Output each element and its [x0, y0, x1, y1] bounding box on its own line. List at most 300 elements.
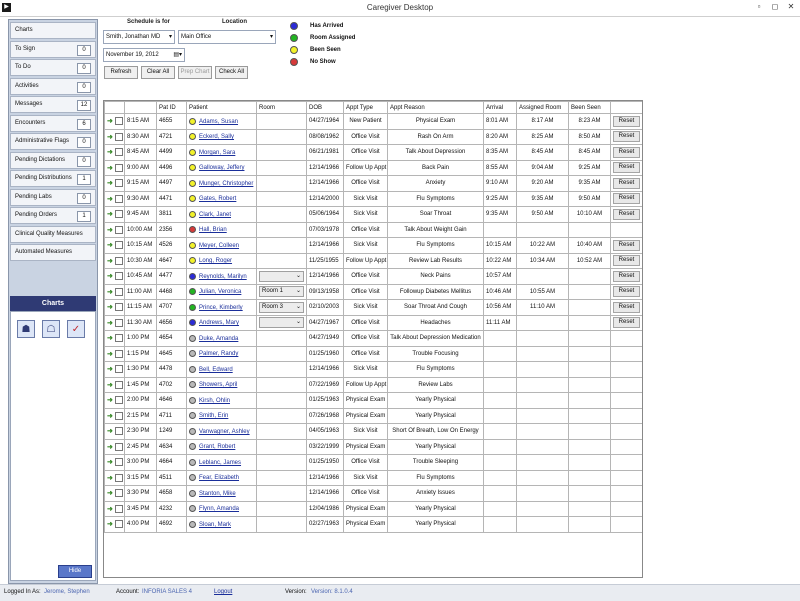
open-patient-arrow-icon[interactable]: ➜ — [107, 397, 113, 405]
patient-cell[interactable] — [187, 114, 257, 130]
open-patient-arrow-icon[interactable]: ➜ — [107, 288, 113, 296]
dob-cell: 12/14/1966 — [307, 176, 344, 192]
sidebar-item-label: Pending Distributions — [15, 175, 72, 181]
row-checkbox[interactable] — [115, 350, 123, 358]
table-row[interactable] — [105, 439, 643, 455]
table-row[interactable] — [105, 145, 643, 161]
open-patient-arrow-icon[interactable]: ➜ — [107, 381, 113, 389]
patient-name-link[interactable]: Julian, Veronica — [199, 289, 242, 296]
row-checkbox[interactable] — [115, 396, 123, 404]
open-patient-arrow-icon[interactable]: ➜ — [107, 211, 113, 219]
prep-chart-button[interactable]: Prep Chart — [178, 66, 212, 79]
been-seen-cell: 9:35 AM — [569, 176, 611, 192]
row-checkbox[interactable] — [115, 179, 123, 187]
been-seen-cell — [569, 470, 611, 486]
patient-cell[interactable] — [187, 424, 257, 440]
table-row[interactable] — [105, 284, 643, 300]
room-cell — [257, 362, 307, 378]
reset-button[interactable]: Reset — [613, 240, 640, 251]
dob-cell: 01/25/1960 — [307, 346, 344, 362]
sidebar-item-pending-distributions[interactable] — [10, 170, 96, 187]
patient-name-link[interactable]: Palmer, Randy — [199, 351, 239, 358]
patient-name-link[interactable]: Long, Roger — [199, 258, 233, 265]
patient-name-link[interactable]: Stanton, Mike — [199, 490, 236, 497]
assigned-room-time-cell — [517, 393, 569, 409]
room-cell — [257, 160, 307, 176]
patient-name-link[interactable]: Prince, Kimberly — [199, 304, 243, 311]
patient-name-link[interactable]: Kirsh, Ohlin — [199, 397, 231, 404]
reset-button[interactable]: Reset — [613, 302, 640, 313]
table-row[interactable] — [105, 129, 643, 145]
arrival-cell: 11:11 AM — [484, 315, 517, 331]
reset-cell — [611, 455, 643, 471]
table-row[interactable] — [105, 362, 643, 378]
patient-id: 4645 — [157, 346, 187, 362]
reset-cell — [611, 346, 643, 362]
reset-button[interactable]: Reset — [613, 162, 640, 173]
location-select[interactable] — [178, 30, 276, 44]
been-seen-cell — [569, 331, 611, 347]
patient-cell[interactable] — [187, 284, 257, 300]
room-cell — [257, 393, 307, 409]
open-patient-arrow-icon[interactable]: ➜ — [107, 319, 113, 327]
open-patient-arrow-icon[interactable]: ➜ — [107, 242, 113, 250]
reset-cell — [611, 238, 643, 254]
room-cell[interactable] — [257, 269, 307, 285]
dob-cell: 02/10/2003 — [307, 300, 344, 316]
column-header[interactable] — [105, 102, 125, 114]
reset-cell — [611, 470, 643, 486]
appointment-time: 10:15 AM — [125, 238, 157, 254]
room-select[interactable] — [259, 286, 304, 297]
table-row[interactable] — [105, 114, 643, 130]
table-row[interactable] — [105, 424, 643, 440]
table-row[interactable] — [105, 176, 643, 192]
open-patient-arrow-icon[interactable]: ➜ — [107, 304, 113, 312]
appt-type-cell: Sick Visit — [344, 191, 388, 207]
appointment-time: 10:30 AM — [125, 253, 157, 269]
calendar-icon[interactable]: ▤▾ — [173, 52, 182, 58]
minimize-icon[interactable]: ▫ — [757, 2, 761, 11]
table-row[interactable] — [105, 486, 643, 502]
caregiver-app-icon[interactable]: ▶ — [2, 3, 11, 12]
open-patient-arrow-icon[interactable]: ➜ — [107, 459, 113, 467]
appt-type-cell: Physical Exam — [344, 501, 388, 517]
column-header[interactable]: Assigned Room — [517, 102, 569, 114]
row-checkbox[interactable] — [115, 334, 123, 342]
open-patient-arrow-icon[interactable]: ➜ — [107, 412, 113, 420]
patient-name-link[interactable]: Flynn, Amanda — [199, 506, 240, 513]
column-header[interactable]: Appt Type — [344, 102, 388, 114]
table-row[interactable] — [105, 408, 643, 424]
table-row[interactable] — [105, 238, 643, 254]
patient-name-link[interactable]: Fear, Elizabeth — [199, 475, 240, 482]
patient-cell[interactable] — [187, 253, 257, 269]
reset-button[interactable]: Reset — [613, 317, 640, 328]
reset-cell — [611, 160, 643, 176]
table-row[interactable] — [105, 207, 643, 223]
patient-name-link[interactable]: Leblanc, James — [199, 459, 242, 466]
arrival-cell: 10:46 AM — [484, 284, 517, 300]
appt-type-cell: Office Visit — [344, 222, 388, 238]
column-header[interactable] — [125, 102, 157, 114]
date-value: November 19, 2012 — [106, 52, 159, 58]
row-checkbox[interactable] — [115, 489, 123, 497]
patient-name-link[interactable]: Meyer, Colleen — [199, 242, 240, 249]
patient-name-link[interactable]: Gates, Robert — [199, 196, 237, 203]
row-checkbox[interactable] — [115, 427, 123, 435]
table-row[interactable] — [105, 455, 643, 471]
patient-name-link[interactable]: Andrews, Mary — [199, 320, 240, 327]
row-checkbox[interactable] — [115, 381, 123, 389]
dob-cell: 04/27/1967 — [307, 315, 344, 331]
table-row[interactable] — [105, 222, 643, 238]
open-patient-arrow-icon[interactable]: ➜ — [107, 273, 113, 281]
table-row[interactable] — [105, 470, 643, 486]
patient-cell[interactable] — [187, 315, 257, 331]
reset-cell — [611, 486, 643, 502]
reset-button[interactable]: Reset — [613, 131, 640, 142]
table-row[interactable] — [105, 300, 643, 316]
patient-cell[interactable] — [187, 269, 257, 285]
patient-id: 4646 — [157, 393, 187, 409]
table-row[interactable] — [105, 160, 643, 176]
gray-status-icon — [189, 381, 196, 388]
patient-id: 4647 — [157, 253, 187, 269]
table-row[interactable] — [105, 191, 643, 207]
column-header[interactable] — [611, 102, 643, 114]
room-select[interactable] — [259, 317, 304, 328]
appt-reason-cell: Yearly Physical — [388, 439, 484, 455]
dob-cell: 12/14/1966 — [307, 269, 344, 285]
patient-cell[interactable] — [187, 362, 257, 378]
gray-status-icon — [189, 397, 196, 404]
reset-cell — [611, 129, 643, 145]
logout-link[interactable]: Logout — [214, 589, 233, 595]
sidebar-item-automated-measures[interactable] — [10, 244, 96, 261]
hide-sidebar-button[interactable]: Hide — [58, 565, 92, 578]
patient-name-link[interactable]: Showers, April — [199, 382, 238, 389]
sidebar-item-charts[interactable] — [10, 22, 96, 39]
table-row[interactable] — [105, 253, 643, 269]
column-header[interactable]: DOB — [307, 102, 344, 114]
schedule-select[interactable] — [103, 30, 175, 44]
patient-name-link[interactable]: Clark, Janet — [199, 211, 232, 218]
been-seen-cell: 10:10 AM — [569, 207, 611, 223]
patient-chart-icon[interactable]: ☗ — [17, 320, 35, 338]
open-patient-arrow-icon[interactable]: ➜ — [107, 257, 113, 265]
patient-cell[interactable] — [187, 393, 257, 409]
open-patient-arrow-icon[interactable]: ➜ — [107, 226, 113, 234]
room-cell[interactable] — [257, 300, 307, 316]
patient-name-link[interactable]: Hall, Brian — [199, 227, 227, 234]
patient-cell[interactable] — [187, 408, 257, 424]
row-checkbox[interactable] — [115, 133, 123, 141]
row-checkbox[interactable] — [115, 148, 123, 156]
appointment-time: 8:30 AM — [125, 129, 157, 145]
clear-all-button[interactable]: Clear All — [141, 66, 175, 79]
room-cell — [257, 424, 307, 440]
been-seen-cell: 8:50 AM — [569, 129, 611, 145]
row-checkbox[interactable] — [115, 319, 123, 327]
chevron-down-icon: ▾ — [269, 34, 273, 40]
appt-type-cell: Office Visit — [344, 269, 388, 285]
row-checkbox[interactable] — [115, 303, 123, 311]
patient-cell[interactable] — [187, 176, 257, 192]
sidebar-item-count: 1 — [77, 174, 91, 185]
yellow-status-icon — [189, 257, 196, 264]
open-patient-arrow-icon[interactable]: ➜ — [107, 428, 113, 436]
appointment-time: 11:00 AM — [125, 284, 157, 300]
location-value: Main Office — [181, 34, 212, 40]
column-header[interactable]: Pat ID — [157, 102, 187, 114]
open-patient-arrow-icon[interactable]: ➜ — [107, 366, 113, 374]
room-select[interactable] — [259, 271, 304, 282]
patient-cell[interactable] — [187, 455, 257, 471]
patient-name-link[interactable]: Reynolds, Marilyn — [199, 273, 247, 280]
patient-cell[interactable] — [187, 222, 257, 238]
patient-name-link[interactable]: Sloan, Mark — [199, 521, 232, 528]
gray-status-icon — [189, 505, 196, 512]
room-value: Room 1 — [262, 288, 284, 295]
patient-cell[interactable] — [187, 145, 257, 161]
open-patient-arrow-icon[interactable]: ➜ — [107, 521, 113, 529]
row-checkbox[interactable] — [115, 365, 123, 373]
column-header[interactable]: Appt Reason — [388, 102, 484, 114]
patient-name-link[interactable]: Vanwagner, Ashley — [199, 428, 250, 435]
reset-button[interactable]: Reset — [613, 193, 640, 204]
row-checkbox[interactable] — [115, 412, 123, 420]
patient-cell[interactable] — [187, 377, 257, 393]
patient-cell[interactable] — [187, 486, 257, 502]
close-icon[interactable]: ✕ — [787, 2, 795, 11]
patient-cell[interactable] — [187, 238, 257, 254]
sidebar-item-label: Activities — [15, 82, 39, 89]
open-patient-arrow-icon[interactable]: ➜ — [107, 350, 113, 358]
patient-cell[interactable] — [187, 346, 257, 362]
open-patient-arrow-icon[interactable]: ➜ — [107, 133, 113, 141]
appt-reason-cell: Soar Throat — [388, 207, 484, 223]
row-actions-cell — [105, 424, 125, 440]
open-patient-arrow-icon[interactable]: ➜ — [107, 180, 113, 188]
arrival-cell — [484, 486, 517, 502]
column-header[interactable]: Been Seen — [569, 102, 611, 114]
reset-button[interactable]: Reset — [613, 255, 640, 266]
dob-cell: 08/08/1962 — [307, 129, 344, 145]
table-row[interactable] — [105, 315, 643, 331]
appt-reason-cell: Flu Symptoms — [388, 238, 484, 254]
appointment-time: 11:15 AM — [125, 300, 157, 316]
been-seen-cell — [569, 501, 611, 517]
column-header[interactable]: Arrival — [484, 102, 517, 114]
been-seen-cell — [569, 315, 611, 331]
room-select[interactable] — [259, 302, 304, 313]
checklist-chart-icon[interactable]: ✓ — [67, 320, 85, 338]
sidebar-item-label: Encounters — [15, 119, 46, 126]
appt-reason-cell: Talk About Depression — [388, 145, 484, 161]
open-patient-arrow-icon[interactable]: ➜ — [107, 164, 113, 172]
charts-panel — [10, 311, 96, 581]
reset-button[interactable]: Reset — [613, 178, 640, 189]
yellow-status-icon — [189, 180, 196, 187]
room-cell — [257, 331, 307, 347]
open-patient-arrow-icon[interactable]: ➜ — [107, 443, 113, 451]
room-cell[interactable] — [257, 284, 307, 300]
patient-name-link[interactable]: Grant, Robert — [199, 444, 236, 451]
table-row[interactable] — [105, 331, 643, 347]
schedule-grid — [103, 100, 643, 578]
open-patient-arrow-icon[interactable]: ➜ — [107, 490, 113, 498]
patient-name-link[interactable]: Smith, Erin — [199, 413, 229, 420]
patient-name-link[interactable]: Morgan, Sara — [199, 149, 236, 156]
gray-status-icon — [189, 366, 196, 373]
sidebar-item-pending-orders[interactable] — [10, 207, 96, 224]
gray-status-icon — [189, 412, 196, 419]
open-patient-arrow-icon[interactable]: ➜ — [107, 335, 113, 343]
row-checkbox[interactable] — [115, 505, 123, 513]
been-seen-cell — [569, 455, 611, 471]
patient-cell[interactable] — [187, 191, 257, 207]
appt-reason-cell: Neck Pains — [388, 269, 484, 285]
row-checkbox[interactable] — [115, 458, 123, 466]
appointment-time: 2:00 PM — [125, 393, 157, 409]
patient-cell[interactable] — [187, 129, 257, 145]
reset-button[interactable]: Reset — [613, 271, 640, 282]
patient-cell[interactable] — [187, 517, 257, 533]
red-status-icon — [189, 226, 196, 233]
row-checkbox[interactable] — [115, 195, 123, 203]
date-picker[interactable] — [103, 48, 185, 62]
sidebar-item-encounters[interactable] — [10, 115, 96, 132]
patient-cell[interactable] — [187, 160, 257, 176]
sidebar-item-pending-dictations[interactable] — [10, 152, 96, 169]
patient-name-link[interactable]: Munger, Christopher — [199, 180, 254, 187]
patient-cell[interactable] — [187, 501, 257, 517]
row-checkbox[interactable] — [115, 210, 123, 218]
group-chart-icon[interactable]: ☖ — [42, 320, 60, 338]
patient-name-link[interactable]: Adams, Susan — [199, 118, 239, 125]
arrival-cell — [484, 377, 517, 393]
table-row[interactable] — [105, 269, 643, 285]
row-checkbox[interactable] — [115, 288, 123, 296]
check-all-button[interactable]: Check All — [215, 66, 248, 79]
patient-cell[interactable] — [187, 207, 257, 223]
table-row[interactable] — [105, 346, 643, 362]
reset-button[interactable]: Reset — [613, 286, 640, 297]
row-checkbox[interactable] — [115, 164, 123, 172]
sidebar-item-clinical-quality-measures[interactable] — [10, 226, 96, 243]
sidebar-item-pending-labs[interactable] — [10, 189, 96, 206]
arrival-cell — [484, 501, 517, 517]
appt-type-cell: Sick Visit — [344, 207, 388, 223]
patient-name-link[interactable]: Duke, Amanda — [199, 335, 239, 342]
yellow-status-icon — [189, 118, 196, 125]
sidebar-item-count: 0 — [77, 156, 91, 167]
patient-cell[interactable] — [187, 300, 257, 316]
sidebar-item-activities[interactable] — [10, 78, 96, 95]
been-seen-cell — [569, 439, 611, 455]
refresh-button[interactable]: Refresh — [104, 66, 138, 79]
sidebar-item-label: Charts — [15, 27, 33, 33]
row-checkbox[interactable] — [115, 257, 123, 265]
room-cell — [257, 346, 307, 362]
row-checkbox[interactable] — [115, 117, 123, 125]
reset-cell — [611, 377, 643, 393]
row-actions-cell — [105, 455, 125, 471]
arrival-cell: 8:35 AM — [484, 145, 517, 161]
reset-button[interactable]: Reset — [613, 116, 640, 127]
appointment-time: 1:45 PM — [125, 377, 157, 393]
table-row[interactable] — [105, 377, 643, 393]
room-cell[interactable] — [257, 315, 307, 331]
row-checkbox[interactable] — [115, 241, 123, 249]
reset-cell — [611, 501, 643, 517]
row-checkbox[interactable] — [115, 226, 123, 234]
reset-button[interactable]: Reset — [613, 209, 640, 220]
table-row[interactable] — [105, 517, 643, 533]
open-patient-arrow-icon[interactable]: ➜ — [107, 195, 113, 203]
appointment-time: 2:30 PM — [125, 424, 157, 440]
maximize-icon[interactable]: ◻ — [771, 2, 779, 11]
table-row[interactable] — [105, 501, 643, 517]
appt-reason-cell: Review Labs — [388, 377, 484, 393]
reset-cell — [611, 145, 643, 161]
patient-id: 2356 — [157, 222, 187, 238]
patient-cell[interactable] — [187, 439, 257, 455]
patient-cell[interactable] — [187, 470, 257, 486]
patient-id: 4655 — [157, 114, 187, 130]
assigned-room-time-cell: 9:04 AM — [517, 160, 569, 176]
row-checkbox[interactable] — [115, 443, 123, 451]
column-header[interactable]: Room — [257, 102, 307, 114]
open-patient-arrow-icon[interactable]: ➜ — [107, 474, 113, 482]
been-seen-cell: 10:40 AM — [569, 238, 611, 254]
dob-cell: 03/22/1999 — [307, 439, 344, 455]
patient-cell[interactable] — [187, 331, 257, 347]
arrival-cell: 9:25 AM — [484, 191, 517, 207]
sidebar-item-to-sign[interactable] — [10, 41, 96, 58]
dob-cell: 07/22/1969 — [307, 377, 344, 393]
row-checkbox[interactable] — [115, 272, 123, 280]
patient-name-link[interactable]: Bell, Edward — [199, 366, 233, 373]
row-checkbox[interactable] — [115, 520, 123, 528]
charts-header: Charts — [10, 296, 96, 311]
dob-cell: 06/21/1981 — [307, 145, 344, 161]
column-header[interactable]: Patient — [187, 102, 257, 114]
assigned-room-time-cell: 8:17 AM — [517, 114, 569, 130]
dob-cell: 12/14/1966 — [307, 470, 344, 486]
open-patient-arrow-icon[interactable]: ➜ — [107, 149, 113, 157]
patient-id: 4634 — [157, 439, 187, 455]
table-row[interactable] — [105, 393, 643, 409]
row-actions-cell — [105, 176, 125, 192]
room-cell — [257, 455, 307, 471]
patient-name-link[interactable]: Galloway, Jeffery — [199, 165, 245, 172]
sidebar-item-messages[interactable] — [10, 96, 96, 113]
arrival-cell — [484, 439, 517, 455]
sidebar-item-to-do[interactable] — [10, 59, 96, 76]
dob-cell: 12/14/1966 — [307, 362, 344, 378]
row-checkbox[interactable] — [115, 474, 123, 482]
open-patient-arrow-icon[interactable]: ➜ — [107, 505, 113, 513]
appointment-time: 10:45 AM — [125, 269, 157, 285]
appointment-time: 1:00 PM — [125, 331, 157, 347]
patient-name-link[interactable]: Eckerd, Sally — [199, 134, 235, 141]
reset-button[interactable]: Reset — [613, 147, 640, 158]
assigned-room-time-cell — [517, 486, 569, 502]
sidebar-item-administrative-flags[interactable] — [10, 133, 96, 150]
open-patient-arrow-icon[interactable]: ➜ — [107, 118, 113, 126]
